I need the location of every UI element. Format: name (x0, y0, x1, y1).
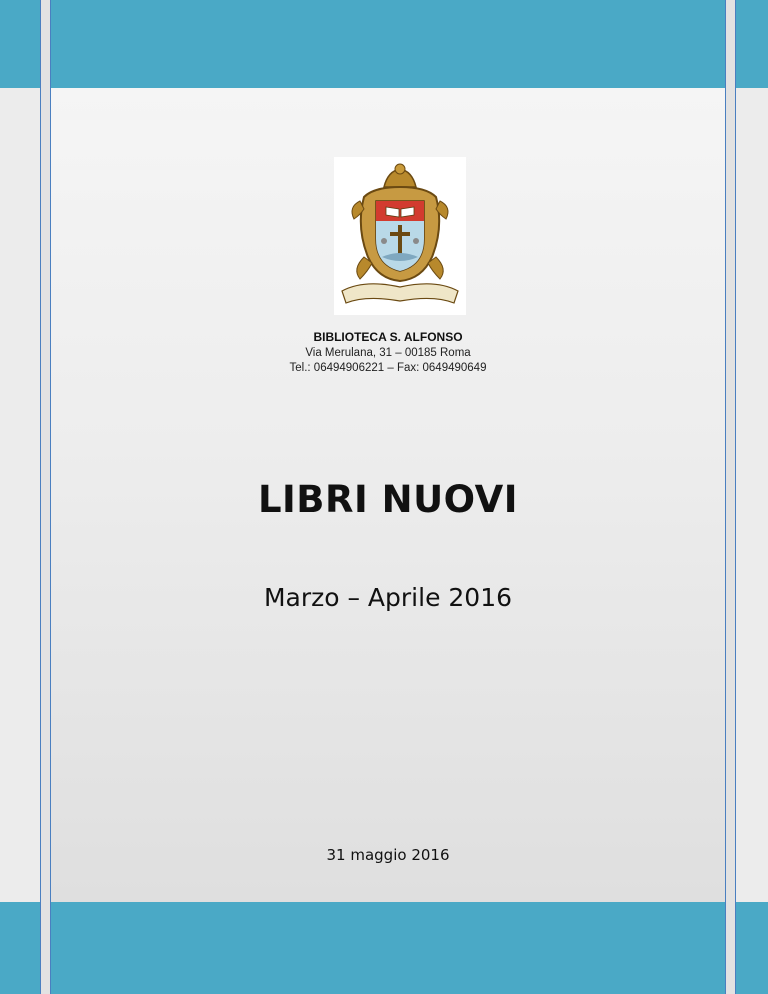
document-date: 31 maggio 2016 (326, 846, 450, 864)
document-title: LIBRI NUOVI (257, 478, 519, 521)
bottom-color-band (51, 902, 725, 994)
left-edge-top-band (0, 0, 40, 88)
right-edge-top-band (736, 0, 768, 88)
left-page-edge (0, 0, 41, 994)
cover-panel (50, 0, 726, 994)
coat-of-arms-icon (334, 157, 466, 315)
left-edge-bottom-band (0, 902, 40, 994)
library-name: BIBLIOTECA S. ALFONSO (313, 330, 463, 344)
library-phone: Tel.: 06494906221 – Fax: 0649490649 (289, 362, 487, 374)
document-period: Marzo – Aprile 2016 (263, 583, 513, 612)
right-edge-bottom-band (736, 902, 768, 994)
top-color-band (51, 0, 725, 88)
coat-of-arms-emblem (334, 157, 466, 315)
library-address: Via Merulana, 31 – 00185 Roma (305, 347, 471, 359)
right-page-edge (735, 0, 768, 994)
